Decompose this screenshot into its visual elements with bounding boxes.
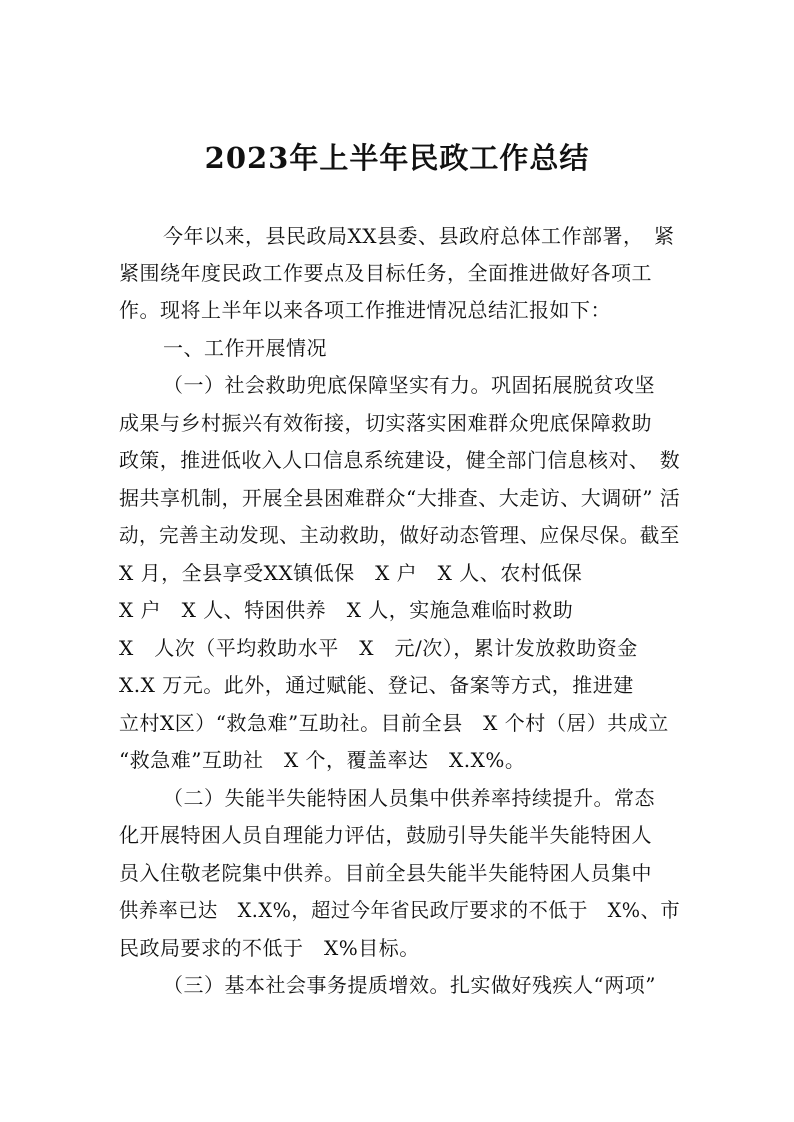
paragraph-line: X 月，全县享受XX镇低保 X 户 X 人、农村低保 <box>119 561 583 585</box>
paragraph-line: 立村X区）“救急难”互助社。目前全县 X 个村（居）共成立 <box>119 711 669 735</box>
paragraph-line: 紧围绕年度民政工作要点及目标任务，全面推进做好各项工 <box>119 261 652 285</box>
paragraph-line: 据共享机制，开展全县困难群众“大排查、大走访、大调研” 活 <box>119 486 681 510</box>
paragraph-line: 动，完善主动发现、主动救助，做好动态管理、应保尽保。截至 <box>119 523 680 547</box>
paragraph-line: X 人次（平均救助水平 X 元/次），累计发放救助资金 <box>119 636 638 660</box>
paragraph-line: 民政局要求的不低于 X%目标。 <box>119 936 420 960</box>
paragraph-line: 政策，推进低收入人口信息系统建设，健全部门信息核对、 数 <box>119 448 681 472</box>
paragraph-line: 今年以来，县民政局XX县委、县政府总体工作部署， 紧 <box>163 224 675 248</box>
paragraph-line: （三）基本社会事务提质增效。扎实做好残疾人“两项” <box>163 973 656 997</box>
paragraph-line: 供养率已达 X.X%，超过今年省民政厅要求的不低于 X%、市 <box>119 898 681 922</box>
paragraph-line: 化开展特困人员自理能力评估，鼓励引导失能半失能特困人 <box>119 823 652 847</box>
paragraph-line: 作。现将上半年以来各项工作推进情况总结汇报如下： <box>119 298 611 322</box>
paragraph-line: X 户 X 人、特困供养 X 人，实施急难临时救助 <box>119 598 574 622</box>
document-title: 2023年上半年民政工作总结 <box>204 141 590 175</box>
paragraph-line: 员入住敬老院集中供养。目前全县失能半失能特困人员集中 <box>119 861 652 885</box>
paragraph-line: 成果与乡村振兴有效衔接，切实落实困难群众兜底保障救助 <box>119 411 652 435</box>
paragraph-line: （一）社会救助兜底保障坚实有力。巩固拓展脱贫攻坚 <box>163 373 655 397</box>
paragraph-line: （二）失能半失能特困人员集中供养率持续提升。常态 <box>163 786 655 810</box>
section-heading: 一、工作开展情况 <box>163 336 327 360</box>
paragraph-line: “救急难”互助社 X 个，覆盖率达 X.X%。 <box>119 748 526 772</box>
paragraph-line: X.X 万元。此外，通过赋能、登记、备案等方式，推进建 <box>119 673 634 697</box>
